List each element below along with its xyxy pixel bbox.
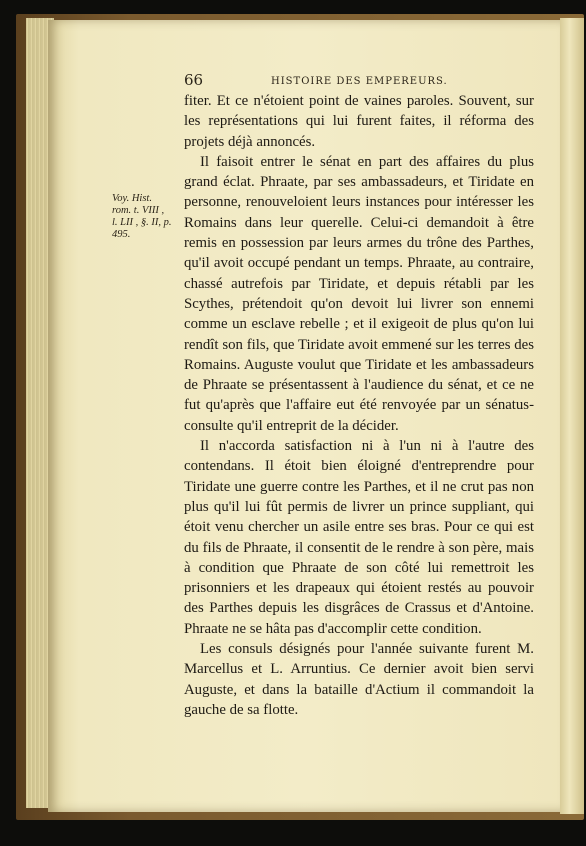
page-fore-edge bbox=[560, 18, 584, 814]
body-text bbox=[184, 91, 534, 720]
paragraph: Les consuls désignés pour l'année suivante furent M. Marcellus et L. Arruntius. Ce dernier avoit bien servi Auguste, et dans la bataille d'Actium il commandoit la gauche de sa flotte. bbox=[184, 641, 534, 718]
paragraph: Il faisoit entrer le sénat en part des affaires du plus grand éclat. Phraate, par ses ambassadeurs, et Tiridate en personne, renouveloient leurs instances pour intéresser les Romains dans leur querelle. Celui-ci demandoit à être remis en possession par leurs armes du trône des Parthes, qu'il avoit occupé pendant un temps. Phraate, au contraire, chassé autrefois par Tiridate, et depuis rétabli par les Scythes, prétendoit qu'on devoit lui livrer son ennemi comme un esclave rebelle ; et il exigeoit de plus qu'on lui rendît son fils, que Tiridate avoit emmené sur les terres des Romains. Auguste voulut que Tiridate et les ambassadeurs de Phraate se présentassent à l'audience du sénat, et ce ne fut qu'après que l'affaire eut été renvoyée par un sénatus-consulte qu'il entreprit de la décider. bbox=[184, 153, 534, 434]
page-number: 66 bbox=[184, 71, 204, 89]
paragraph: fiter. Et ce n'étoient point de vaines paroles. Souvent, sur les représentations qui lui furent faites, il réforma des projets déjà annoncés. bbox=[184, 93, 534, 150]
paragraph: Il n'accorda satisfaction ni à l'un ni à l'autre des contendans. Il étoit bien éloigné d'entreprendre pour Tiridate une guerre contre les Parthes, et il ne crut pas non plus qu'il lui fût permis de livrer un prince suppliant, qui étoit venu chercher un asile entre ses bras. Pour ce qui est du fils de Phraate, il consentit de le rendre à son père, mais à condition que Phraate de son côté lui remettroit les prisonniers et les drapeaux qui étoient restés au pouvoir des Parthes depuis les disgrâces de Crassus et d'Antoine. Phraate ne se hâta pas d'accomplir cette condition. bbox=[184, 438, 534, 637]
running-title: HISTOIRE DES EMPEREURS. bbox=[271, 76, 448, 87]
marginal-note-line: l. LII , §. II, p. bbox=[112, 217, 172, 228]
marginal-note-line: Voy. Hist. bbox=[112, 193, 152, 204]
page-header bbox=[184, 71, 534, 92]
marginal-note-line: 495. bbox=[112, 229, 131, 240]
marginal-note bbox=[112, 193, 182, 241]
marginal-note-line: rom. t. VIII , bbox=[112, 205, 165, 216]
